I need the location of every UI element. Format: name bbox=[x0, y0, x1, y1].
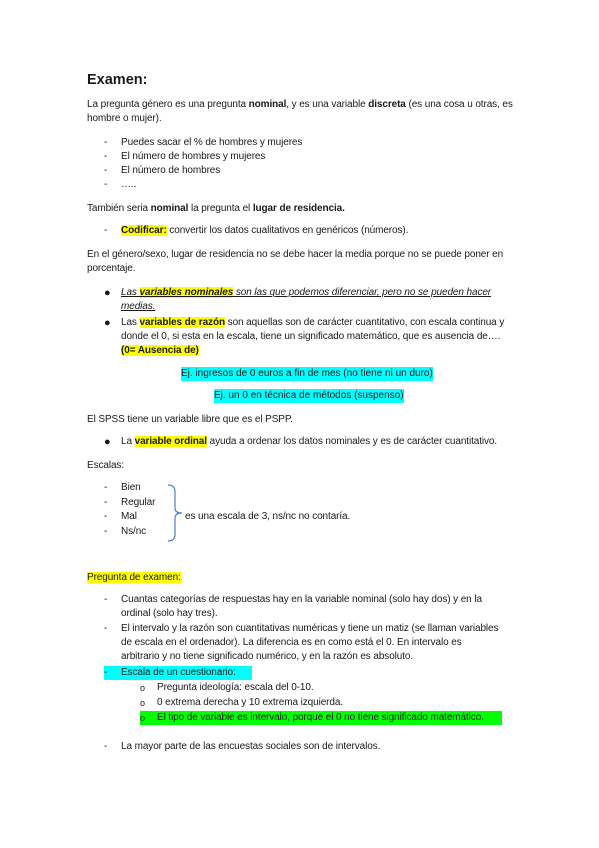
list-item: Escala de un cuestionario: bbox=[121, 667, 236, 678]
dash-marker: - bbox=[104, 137, 108, 148]
sub-list-item: 0 extrema derecha y 10 extrema izquierda. bbox=[157, 697, 343, 708]
dash-marker: - bbox=[104, 594, 108, 605]
scale-item: Ns/nc bbox=[121, 526, 147, 537]
dash-marker: - bbox=[104, 165, 108, 176]
section-heading: Pregunta de examen: bbox=[87, 572, 181, 583]
dash-marker: - bbox=[104, 623, 108, 634]
dash-marker: - bbox=[104, 526, 108, 537]
highlighted-term: Codificar: bbox=[121, 225, 167, 236]
circle-marker-icon: o bbox=[140, 683, 146, 693]
paragraph-line: También seria nominal la pregunta el lugar de residencia. bbox=[87, 203, 345, 214]
bullet-marker: ● bbox=[104, 317, 111, 329]
list-item: ordinal (solo hay tres). bbox=[121, 608, 218, 619]
scale-note: es una escala de 3, ns/nc no contaría. bbox=[185, 511, 351, 522]
dash-marker: - bbox=[104, 179, 108, 190]
list-item: Puedes sacar el % de hombres y mujeres bbox=[121, 137, 303, 148]
list-item: arbitrario y no tiene significado numérico, y en la razón es absoluto. bbox=[121, 651, 414, 662]
list-item: Las variables nominales son las que podemos diferenciar, pero no se pueden hacer bbox=[121, 287, 492, 298]
example-highlight: Ej. un 0 en técnica de métodos (suspenso) bbox=[214, 390, 404, 401]
cyan-row-highlight: - bbox=[104, 666, 252, 680]
paragraph-line: hombre o mujer). bbox=[87, 113, 162, 124]
list-item: Las variables de razón son aquellas son de carácter cuantitativo, con escala continua y bbox=[121, 317, 505, 328]
list-item: (0= Ausencia de) bbox=[121, 345, 199, 356]
dash-marker: - bbox=[104, 151, 108, 162]
dash-marker: - bbox=[104, 741, 108, 752]
scale-item: Regular bbox=[121, 497, 156, 508]
bullet-marker: ● bbox=[104, 436, 111, 448]
paragraph-line: porcentaje. bbox=[87, 263, 136, 274]
list-item: El intervalo y la razón son cuantitativas numéricas y tiene un matiz (se llaman variables bbox=[121, 623, 499, 634]
circle-marker-icon: o bbox=[140, 698, 146, 708]
example-highlight: Ej. ingresos de 0 euros a fin de mes (no tiene ni un duro) bbox=[181, 368, 433, 379]
scale-item: Bien bbox=[121, 482, 141, 493]
list-item: El número de hombres y mujeres bbox=[121, 151, 266, 162]
list-item: de escala en el ordenador). La diferencia es en como está el 0. En intervalo es bbox=[121, 637, 462, 648]
dash-marker: - bbox=[104, 497, 108, 508]
list-item: medias. bbox=[121, 301, 156, 312]
page-title: Examen: bbox=[87, 72, 148, 88]
scale-item: Mal bbox=[121, 511, 137, 522]
dash-marker: - bbox=[104, 482, 108, 493]
paragraph-line: La pregunta género es una pregunta nominal, y es una variable discreta (es una cosa u otras, es bbox=[87, 99, 513, 110]
paragraph-line: El SPSS tiene un variable libre que es el PSPP. bbox=[87, 414, 293, 425]
paragraph-line: En el género/sexo, lugar de residencia no se debe hacer la media porque no se puede poner en bbox=[87, 249, 504, 260]
list-item: ….. bbox=[121, 179, 137, 190]
dash-marker: - bbox=[104, 511, 108, 522]
list-item: donde el 0, si esta en la escala, tiene un significado matemático, que es ausencia de…. bbox=[121, 331, 501, 342]
right-brace-icon bbox=[167, 484, 183, 542]
dash-marker: - bbox=[104, 225, 108, 236]
sub-list-item: El tipo de variable es intervalo, porque el 0 no tiene significado matemático. bbox=[157, 712, 484, 723]
bullet-marker: ● bbox=[104, 287, 111, 299]
section-label: Escalas: bbox=[87, 460, 124, 471]
green-row-highlight: o bbox=[140, 711, 502, 725]
list-item: La mayor parte de las encuestas sociales son de intervalos. bbox=[121, 741, 381, 752]
sub-list-item: Pregunta ideología: escala del 0-10. bbox=[157, 682, 314, 693]
list-item: El número de hombres bbox=[121, 165, 221, 176]
list-item: Cuantas categorías de respuestas hay en la variable nominal (solo hay dos) y en la bbox=[121, 594, 482, 605]
list-item: Codificar: convertir los datos cualitativos en genéricos (números). bbox=[121, 225, 409, 236]
list-item: La variable ordinal ayuda a ordenar los datos nominales y es de carácter cuantitativo. bbox=[121, 436, 498, 447]
